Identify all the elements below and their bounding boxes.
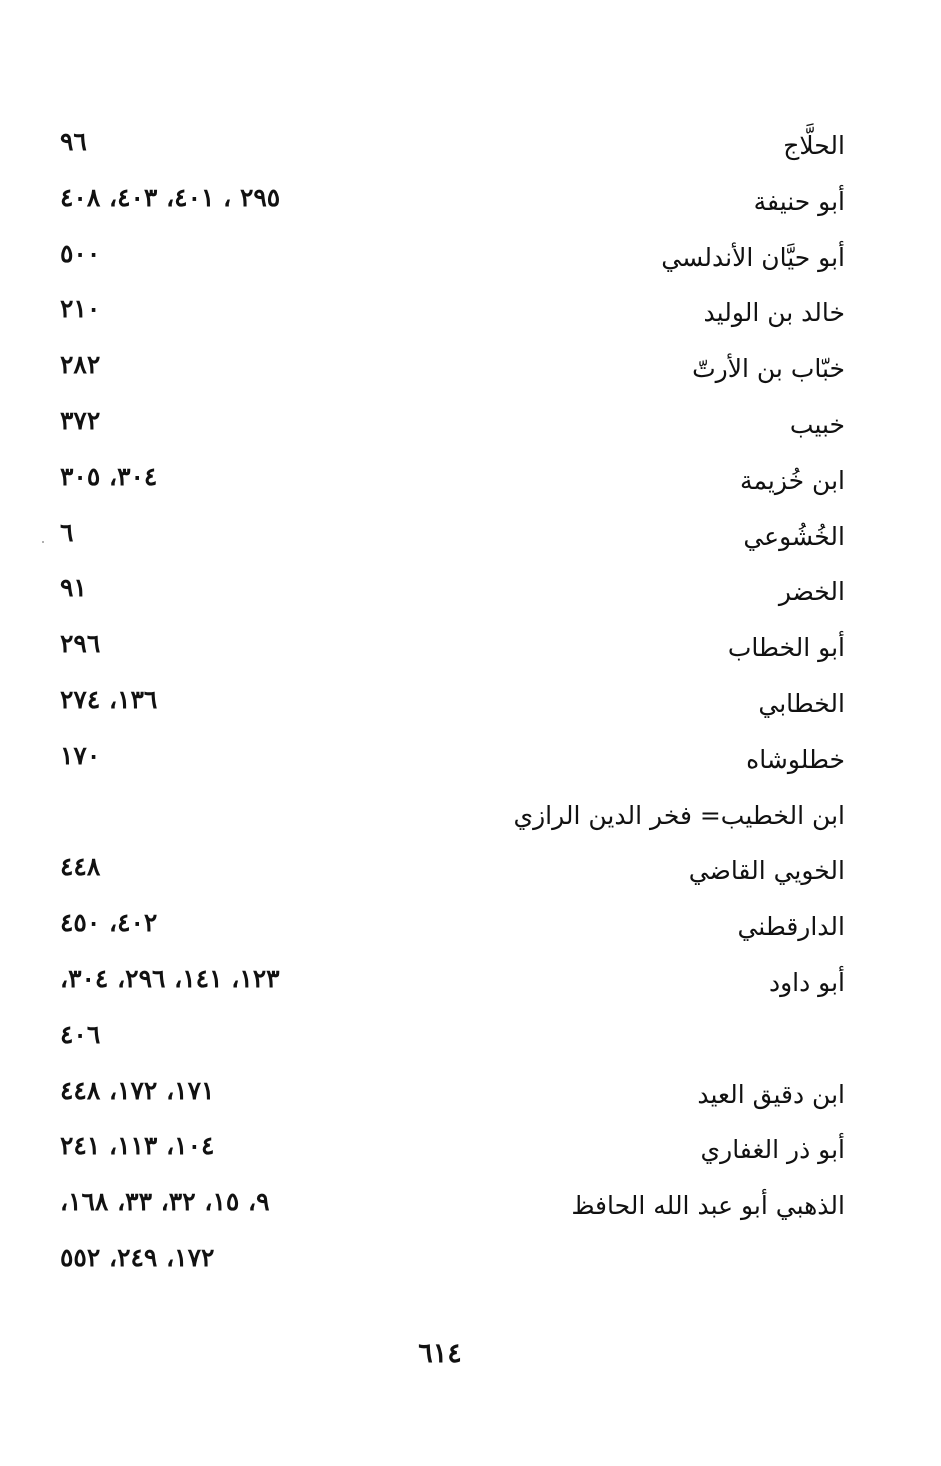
entry-name: الخويي القاضي	[688, 856, 845, 886]
page-number: ٦١٤	[418, 1338, 462, 1369]
entry-pages: ١٢٣، ١٤١، ٢٩٦، ٣٠٤،	[60, 963, 280, 993]
index-list	[60, 118, 845, 1290]
index-entry	[60, 620, 845, 676]
entry-name: الخضر	[778, 577, 845, 607]
entry-pages: ٣٧٢	[60, 405, 101, 435]
entry-pages: ٤٤٨	[60, 852, 101, 882]
entry-name: الدارقطني	[737, 912, 845, 942]
index-entry	[60, 453, 845, 509]
index-entry	[60, 899, 845, 955]
index-entry	[60, 676, 845, 732]
index-entry	[60, 509, 845, 565]
entry-name: أبو الخطاب	[727, 633, 845, 663]
index-entry	[60, 1234, 845, 1290]
entry-name: خبّاب بن الأرتّ	[692, 354, 845, 384]
entry-pages: ٣٠٤، ٣٠٥	[60, 461, 158, 491]
entry-pages: ٢٩٦	[60, 629, 101, 659]
entry-pages: ٩، ١٥، ٣٢، ٣٣، ١٦٨،	[60, 1187, 270, 1217]
index-entry	[60, 843, 845, 899]
index-entry	[60, 955, 845, 1011]
entry-pages: ١٧١، ١٧٢، ٤٤٨	[60, 1075, 215, 1105]
index-entry	[60, 230, 845, 286]
entry-name: ابن خُزيمة	[740, 465, 845, 495]
entry-name: أبو حيَّان الأندلسي	[661, 242, 845, 272]
entry-pages: ٤٠٦	[60, 1019, 101, 1049]
entry-pages: ٩٦	[60, 127, 87, 156]
entry-pages: ٩١	[60, 573, 87, 603]
index-entry	[60, 397, 845, 453]
index-entry	[60, 732, 845, 788]
index-entry	[60, 118, 845, 174]
index-entry	[60, 174, 845, 230]
entry-name: الخُشُوعي	[743, 521, 845, 551]
entry-name: خطلوشاه	[746, 744, 845, 774]
index-entry	[60, 564, 845, 620]
entry-name: أبو حنيفة	[753, 186, 845, 216]
entry-name: أبو داود	[768, 967, 845, 997]
index-entry	[60, 341, 845, 397]
scan-speck	[42, 541, 44, 543]
entry-pages: ٦	[60, 517, 74, 547]
entry-name: أبو ذر الغفاري	[700, 1135, 845, 1165]
index-entry	[60, 788, 845, 844]
index-entry	[60, 1067, 845, 1123]
entry-name: ابن دقيق العيد	[697, 1079, 845, 1109]
entry-pages: ١٠٤، ١١٣، ٢٤١	[60, 1131, 215, 1161]
entry-name: الخطابي	[758, 688, 845, 718]
index-entry	[60, 1011, 845, 1067]
entry-name: الحلَّاج	[783, 131, 845, 160]
entry-name: خبيب	[789, 409, 845, 439]
entry-pages: ١٧٢، ٢٤٩، ٥٥٢	[60, 1242, 215, 1272]
entry-pages: ٢٩٥ ، ٤٠١، ٤٠٣، ٤٠٨	[60, 182, 281, 212]
entry-pages: ١٣٦، ٢٧٤	[60, 684, 158, 714]
entry-name: خالد بن الوليد	[703, 298, 845, 328]
index-entry	[60, 285, 845, 341]
entry-pages: ٤٠٢، ٤٥٠	[60, 908, 158, 938]
entry-pages: ٢١٠	[60, 294, 101, 324]
entry-name: الذهبي أبو عبد الله الحافظ	[571, 1191, 845, 1221]
index-entry	[60, 1178, 845, 1234]
entry-pages: ١٧٠	[60, 740, 101, 770]
entry-pages: ٢٨٢	[60, 350, 101, 380]
entry-name: ابن الخطيب= فخر الدين الرازي	[513, 800, 845, 830]
entry-pages: ٥٠٠	[60, 238, 101, 268]
index-entry	[60, 1122, 845, 1178]
